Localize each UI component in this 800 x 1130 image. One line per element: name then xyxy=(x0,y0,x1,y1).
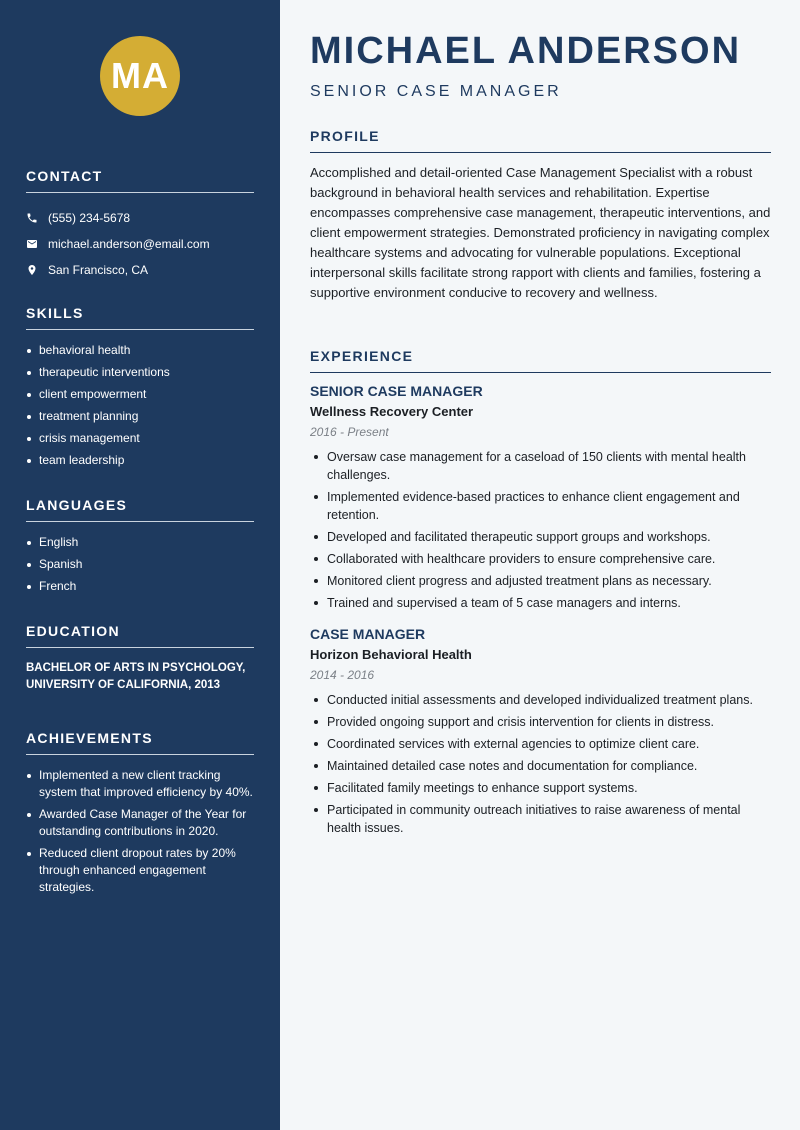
job-bullet: Maintained detailed case notes and documentation for compliance. xyxy=(310,757,771,775)
experience-section xyxy=(310,348,771,851)
achievement-item: Reduced client dropout rates by 20% through enhanced engagement strategies. xyxy=(26,845,254,896)
main-content xyxy=(280,0,800,1130)
candidate-name: MICHAEL ANDERSON xyxy=(310,30,742,72)
job-entry xyxy=(310,383,771,612)
achievements-section xyxy=(26,730,254,901)
contact-phone xyxy=(26,205,254,231)
phone-text: (555) 234-5678 xyxy=(48,211,131,225)
achievements-list xyxy=(26,767,254,896)
job-bullet: Coordinated services with external agencies to optimize client care. xyxy=(310,735,771,753)
skill-item: treatment planning xyxy=(26,408,254,425)
contact-heading: CONTACT xyxy=(26,168,254,193)
job-bullet: Implemented evidence-based practices to enhance client engagement and retention. xyxy=(310,488,771,524)
job-bullet: Conducted initial assessments and developed individualized treatment plans. xyxy=(310,691,771,709)
skill-item: client empowerment xyxy=(26,386,254,403)
location-text: San Francisco, CA xyxy=(48,263,149,277)
phone-icon xyxy=(26,212,48,224)
contact-section xyxy=(26,168,254,283)
profile-heading: PROFILE xyxy=(310,128,771,153)
skills-list xyxy=(26,342,254,469)
job-entry xyxy=(310,626,771,837)
candidate-role: SENIOR CASE MANAGER xyxy=(310,83,562,100)
skills-heading: SKILLS xyxy=(26,305,254,330)
job-bullet: Provided ongoing support and crisis intervention for clients in distress. xyxy=(310,713,771,731)
language-item: French xyxy=(26,578,254,595)
email-icon xyxy=(26,238,48,250)
skill-item: team leadership xyxy=(26,452,254,469)
job-title: SENIOR CASE MANAGER xyxy=(310,383,483,399)
language-item: Spanish xyxy=(26,556,254,573)
education-section xyxy=(26,623,254,694)
job-bullet: Facilitated family meetings to enhance support systems. xyxy=(310,779,771,797)
achievements-heading: ACHIEVEMENTS xyxy=(26,730,254,755)
education-degree: BACHELOR OF ARTS IN PSYCHOLOGY, UNIVERSITY OF CALIFORNIA, 2013 xyxy=(26,662,246,691)
job-bullet: Trained and supervised a team of 5 case managers and interns. xyxy=(310,594,771,612)
profile-text: Accomplished and detail-oriented Case Management Specialist with a robust background in behavioral health services and rehabilitation. Expertise encompasses comprehensive case management, therapeutic interventions, and client empowerment strategies. Demonstrated proficiency in navigating complex healthcare systems and advocating for vulnerable populations. Exceptional interpersonal skills facilitate strong rapport with clients and families, fostering a supportive environment conducive to recovery and wellness. xyxy=(310,165,771,300)
job-bullets xyxy=(310,691,771,837)
job-bullet: Monitored client progress and adjusted treatment plans as necessary. xyxy=(310,572,771,590)
job-dates: 2014 - 2016 xyxy=(310,668,375,682)
job-title: CASE MANAGER xyxy=(310,626,426,642)
achievement-item: Awarded Case Manager of the Year for outstanding contributions in 2020. xyxy=(26,806,254,840)
education-heading: EDUCATION xyxy=(26,623,254,648)
job-bullet: Collaborated with healthcare providers to ensure comprehensive care. xyxy=(310,550,771,568)
skills-section xyxy=(26,305,254,474)
contact-email xyxy=(26,231,254,257)
profile-section xyxy=(310,128,771,303)
job-dates: 2016 - Present xyxy=(310,425,389,439)
skill-item: behavioral health xyxy=(26,342,254,359)
job-bullet: Developed and facilitated therapeutic support groups and workshops. xyxy=(310,528,771,546)
sidebar xyxy=(0,0,280,1130)
language-item: English xyxy=(26,534,254,551)
languages-heading: LANGUAGES xyxy=(26,497,254,522)
avatar: MA xyxy=(100,36,180,116)
achievement-item: Implemented a new client tracking system that improved efficiency by 40%. xyxy=(26,767,254,801)
languages-section xyxy=(26,497,254,600)
job-bullet: Oversaw case management for a caseload of 150 clients with mental health challenges. xyxy=(310,448,771,484)
experience-heading: EXPERIENCE xyxy=(310,348,771,373)
job-company: Wellness Recovery Center xyxy=(310,404,474,419)
job-bullets xyxy=(310,448,771,612)
skill-item: therapeutic interventions xyxy=(26,364,254,381)
contact-location xyxy=(26,257,254,283)
job-bullet: Participated in community outreach initiatives to raise awareness of mental health issues. xyxy=(310,801,771,837)
skill-item: crisis management xyxy=(26,430,254,447)
languages-list xyxy=(26,534,254,595)
email-text: michael.anderson@email.com xyxy=(48,237,210,251)
location-pin-icon xyxy=(26,264,48,276)
job-company: Horizon Behavioral Health xyxy=(310,647,472,662)
